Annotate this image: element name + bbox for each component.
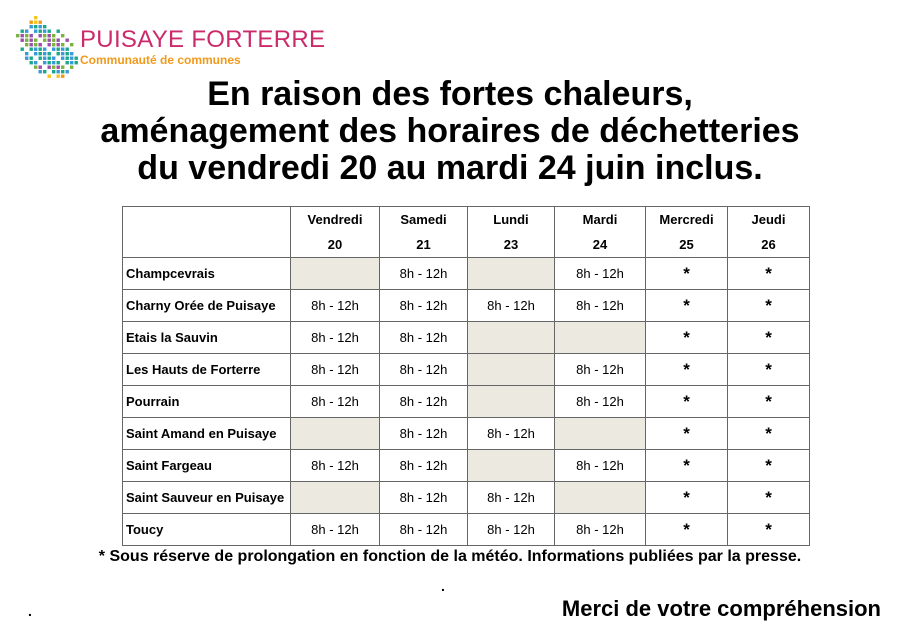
closed-cell [555, 322, 646, 354]
closed-cell [468, 450, 555, 482]
conditional-cell: * [646, 354, 728, 386]
column-header [380, 207, 468, 258]
closed-cell [291, 418, 380, 450]
header-corner [123, 207, 291, 258]
table-header-row [123, 207, 810, 258]
logo-text [80, 28, 325, 67]
conditional-cell: * [728, 322, 810, 354]
hours-cell: 8h - 12h [555, 450, 646, 482]
site-name: Saint Sauveur en Puisaye [123, 482, 291, 514]
site-name: Etais la Sauvin [123, 322, 291, 354]
hours-cell: 8h - 12h [468, 418, 555, 450]
column-date: 24 [592, 237, 608, 252]
headline-line-2: aménagement des horaires de déchetteries [100, 112, 800, 150]
conditional-cell: * [728, 418, 810, 450]
headline [0, 76, 900, 187]
conditional-cell: * [728, 482, 810, 514]
table-row [123, 322, 810, 354]
table-row [123, 482, 810, 514]
conditional-cell: * [646, 386, 728, 418]
site-name: Toucy [123, 514, 291, 546]
conditional-cell: * [646, 514, 728, 546]
hours-cell: 8h - 12h [291, 290, 380, 322]
closed-cell [468, 258, 555, 290]
hours-cell: 8h - 12h [468, 514, 555, 546]
column-date: 26 [761, 237, 776, 252]
table-row [123, 514, 810, 546]
conditional-cell: * [646, 322, 728, 354]
column-day: Mardi [582, 212, 618, 227]
hours-cell: 8h - 12h [380, 386, 468, 418]
closing-message: Merci de votre compréhension [561, 596, 881, 621]
column-header [646, 207, 728, 258]
conditional-cell: * [646, 482, 728, 514]
column-header [468, 207, 555, 258]
hours-cell: 8h - 12h [380, 258, 468, 290]
stray-dot: . [441, 578, 445, 594]
footnote: * Sous réserve de prolongation en fonction de la météo. Informations publiées par la presse. [98, 548, 802, 565]
site-name: Charny Orée de Puisaye [123, 290, 291, 322]
site-name: Les Hauts de Forterre [123, 354, 291, 386]
hours-cell: 8h - 12h [555, 514, 646, 546]
closed-cell [468, 354, 555, 386]
conditional-cell: * [728, 258, 810, 290]
table-row [123, 354, 810, 386]
hours-cell: 8h - 12h [555, 290, 646, 322]
hours-cell: 8h - 12h [380, 354, 468, 386]
column-header [291, 207, 380, 258]
headline-line-1: En raison des fortes chaleurs, [207, 75, 693, 113]
site-name: Saint Amand en Puisaye [123, 418, 291, 450]
closed-cell [291, 258, 380, 290]
logo [14, 14, 326, 80]
brand-name: PUISAYE FORTERRE [80, 26, 326, 53]
column-date: 23 [503, 237, 519, 252]
conditional-cell: * [728, 386, 810, 418]
column-day: Jeudi [751, 212, 786, 227]
brand-subtitle: Communauté de communes [80, 53, 241, 67]
hours-cell: 8h - 12h [555, 386, 646, 418]
table-row [123, 386, 810, 418]
column-header [728, 207, 810, 258]
schedule-table [122, 206, 810, 546]
hours-cell: 8h - 12h [380, 482, 468, 514]
hours-cell: 8h - 12h [380, 418, 468, 450]
headline-line-3: du vendredi 20 au mardi 24 juin inclus. [137, 149, 763, 187]
hours-cell: 8h - 12h [468, 290, 555, 322]
column-date: 21 [416, 237, 431, 252]
puisaye-forterre-logo-icon [14, 14, 80, 80]
hours-cell: 8h - 12h [291, 514, 380, 546]
hours-cell: 8h - 12h [291, 354, 380, 386]
hours-cell: 8h - 12h [555, 258, 646, 290]
hours-cell: 8h - 12h [291, 386, 380, 418]
column-day: Lundi [493, 212, 529, 227]
hours-cell: 8h - 12h [291, 450, 380, 482]
column-date: 20 [327, 237, 343, 252]
conditional-cell: * [728, 354, 810, 386]
closed-cell [468, 322, 555, 354]
table-row [123, 418, 810, 450]
hours-cell: 8h - 12h [380, 322, 468, 354]
hours-cell: 8h - 12h [468, 482, 555, 514]
conditional-cell: * [646, 450, 728, 482]
column-header [555, 207, 646, 258]
conditional-cell: * [646, 290, 728, 322]
site-name: Champcevrais [123, 258, 291, 290]
closed-cell [555, 418, 646, 450]
site-name: Pourrain [123, 386, 291, 418]
column-day: Samedi [400, 212, 447, 227]
closed-cell [555, 482, 646, 514]
hours-cell: 8h - 12h [291, 322, 380, 354]
conditional-cell: * [728, 450, 810, 482]
hours-cell: 8h - 12h [380, 450, 468, 482]
column-day: Vendredi [307, 212, 363, 227]
conditional-cell: * [646, 258, 728, 290]
site-name: Saint Fargeau [123, 450, 291, 482]
hours-cell: 8h - 12h [555, 354, 646, 386]
hours-cell: 8h - 12h [380, 290, 468, 322]
hours-cell: 8h - 12h [380, 514, 468, 546]
column-day: Mercredi [659, 212, 714, 227]
closed-cell [468, 386, 555, 418]
table-row [123, 290, 810, 322]
table-row [123, 258, 810, 290]
conditional-cell: * [728, 514, 810, 546]
closed-cell [291, 482, 380, 514]
conditional-cell: * [646, 418, 728, 450]
conditional-cell: * [728, 290, 810, 322]
column-date: 25 [679, 237, 694, 252]
table-row [123, 450, 810, 482]
stray-dot: . [28, 603, 32, 619]
